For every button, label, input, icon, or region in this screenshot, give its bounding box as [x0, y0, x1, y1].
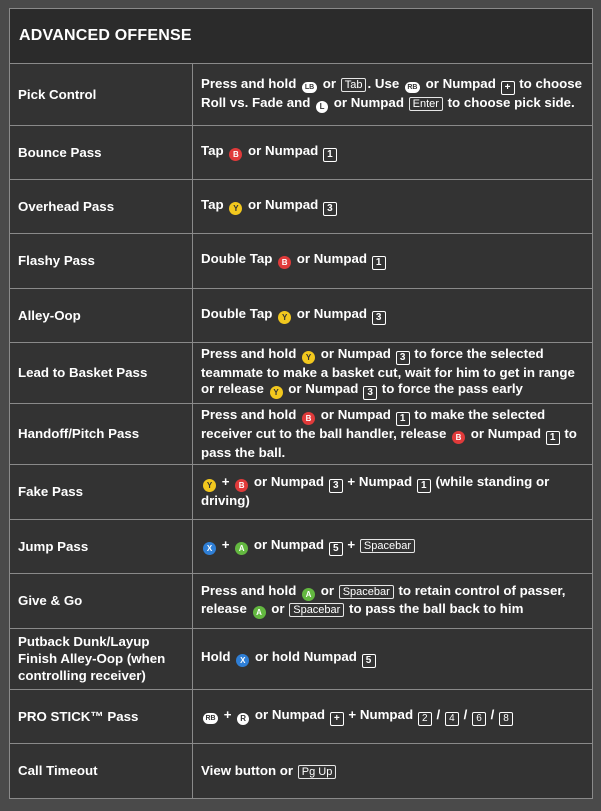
numpad-key-icon: 1	[417, 479, 431, 493]
control-cell: View button or Pg Up	[193, 743, 593, 798]
control-cell: Double Tap Y or Numpad 3	[193, 288, 593, 342]
numpad-key-icon: 2	[418, 712, 432, 726]
action-cell	[10, 179, 193, 233]
keyboard-key: Pg Up	[298, 765, 337, 779]
b-button-icon: B	[278, 256, 291, 269]
keyboard-key: Spacebar	[339, 585, 394, 599]
action-cell	[10, 125, 193, 179]
action-label: PRO STICK™ Pass	[18, 708, 139, 724]
action-cell	[10, 64, 193, 125]
b-button-icon: B	[302, 412, 315, 425]
x-button-icon: X	[236, 654, 249, 667]
table-row	[10, 464, 592, 519]
control-cell: Y + B or Numpad 3 + Numpad 1 (while standing or driving)	[193, 464, 593, 519]
numpad-key-icon: 3	[363, 386, 377, 400]
action-cell	[10, 689, 193, 743]
rb-bumper-icon: RB	[203, 713, 218, 724]
action-label: Fake Pass	[18, 484, 84, 499]
table-row	[10, 628, 592, 689]
action-label: Lead to Basket Pass	[18, 365, 148, 380]
table-row	[10, 342, 592, 403]
keyboard-key: Tab	[341, 78, 367, 92]
numpad-key-icon: 5	[362, 654, 376, 668]
numpad-key-icon: 3	[323, 202, 337, 216]
action-label: Flashy Pass	[18, 253, 95, 268]
controls-table-container	[9, 8, 593, 799]
a-button-icon: A	[302, 588, 315, 601]
numpad-key-icon: 1	[396, 412, 410, 426]
x-button-icon: X	[203, 542, 216, 555]
action-cell	[10, 573, 193, 628]
control-cell: X + A or Numpad 5 + Spacebar	[193, 519, 593, 573]
table-row	[10, 573, 592, 628]
table-row	[10, 519, 592, 573]
keyboard-key: Spacebar	[289, 603, 344, 617]
a-button-icon: A	[235, 542, 248, 555]
action-label: Handoff/Pitch Pass	[18, 426, 140, 441]
numpad-key-icon: 6	[472, 712, 486, 726]
action-label: Call Timeout	[18, 763, 98, 779]
table-row	[10, 689, 592, 743]
y-button-icon: Y	[278, 311, 291, 324]
numpad-key-icon: 5	[329, 542, 343, 556]
numpad-key-icon: +	[501, 81, 515, 95]
action-label: Overhead Pass	[18, 198, 115, 214]
action-label: Putback Dunk/Layup Finish Alley-Oop (when controlling receiver)	[18, 634, 166, 683]
table-row	[10, 64, 592, 125]
rb-bumper-icon: RB	[405, 82, 420, 93]
section-title: ADVANCED OFFENSE	[10, 9, 592, 64]
action-cell	[10, 233, 193, 288]
action-cell	[10, 519, 193, 573]
table-row	[10, 233, 592, 288]
y-button-icon: Y	[302, 351, 315, 364]
action-cell	[10, 743, 193, 798]
table-row	[10, 403, 592, 464]
action-label: Jump Pass	[18, 538, 89, 554]
table-row	[10, 288, 592, 342]
b-button-icon: B	[235, 479, 248, 492]
keyboard-key: Enter	[409, 97, 443, 111]
control-cell: Hold X or hold Numpad 5	[193, 628, 593, 689]
action-label: Alley-Oop	[18, 307, 81, 323]
action-label: Bounce Pass	[18, 144, 102, 160]
right-stick-icon: R	[237, 713, 249, 725]
control-cell: Press and hold B or Numpad 1 to make the selected receiver cut to the ball handler, release B or Numpad 1 to pass the ball.	[193, 403, 593, 464]
control-cell: Tap Y or Numpad 3	[193, 179, 593, 233]
action-label: Pick Control	[18, 86, 97, 102]
control-cell: Press and hold A or Spacebar to retain control of passer, release A or Spacebar to pass the ball back to him	[193, 573, 593, 628]
action-cell	[10, 403, 193, 464]
lb-bumper-icon: LB	[302, 82, 317, 93]
table-row	[10, 125, 592, 179]
a-button-icon: A	[253, 606, 266, 619]
b-button-icon: B	[452, 431, 465, 444]
y-button-icon: Y	[270, 386, 283, 399]
controls-table	[10, 64, 592, 798]
numpad-key-icon: 1	[372, 256, 386, 270]
table-row	[10, 743, 592, 798]
control-cell: Double Tap B or Numpad 1	[193, 233, 593, 288]
numpad-key-icon: 3	[329, 479, 343, 493]
control-cell: RB + R or Numpad + + Numpad 2 / 4 / 6 / 8	[193, 689, 593, 743]
action-cell	[10, 464, 193, 519]
numpad-key-icon: 3	[372, 311, 386, 325]
control-cell: Tap B or Numpad 1	[193, 125, 593, 179]
control-cell: Press and hold Y or Numpad 3 to force the selected teammate to make a basket cut, wait for him to get in range or release Y or Numpad 3 to force the pass early	[193, 342, 593, 403]
y-button-icon: Y	[229, 202, 242, 215]
b-button-icon: B	[229, 148, 242, 161]
numpad-key-icon: 4	[445, 712, 459, 726]
control-cell: Press and hold LB or Tab . Use RB or Numpad + to choose Roll vs. Fade and L or Numpad Enter to choose pick side.	[193, 64, 593, 125]
keyboard-key: Spacebar	[360, 539, 415, 553]
numpad-key-icon: 3	[396, 351, 410, 365]
numpad-key-icon: 1	[323, 148, 337, 162]
numpad-key-icon: 1	[546, 431, 560, 445]
action-cell	[10, 628, 193, 689]
left-stick-icon: L	[316, 101, 328, 113]
action-label: Give & Go	[18, 593, 83, 608]
y-button-icon: Y	[203, 479, 216, 492]
action-cell	[10, 342, 193, 403]
numpad-key-icon: +	[330, 712, 344, 726]
table-row	[10, 179, 592, 233]
action-cell	[10, 288, 193, 342]
numpad-key-icon: 8	[499, 712, 513, 726]
